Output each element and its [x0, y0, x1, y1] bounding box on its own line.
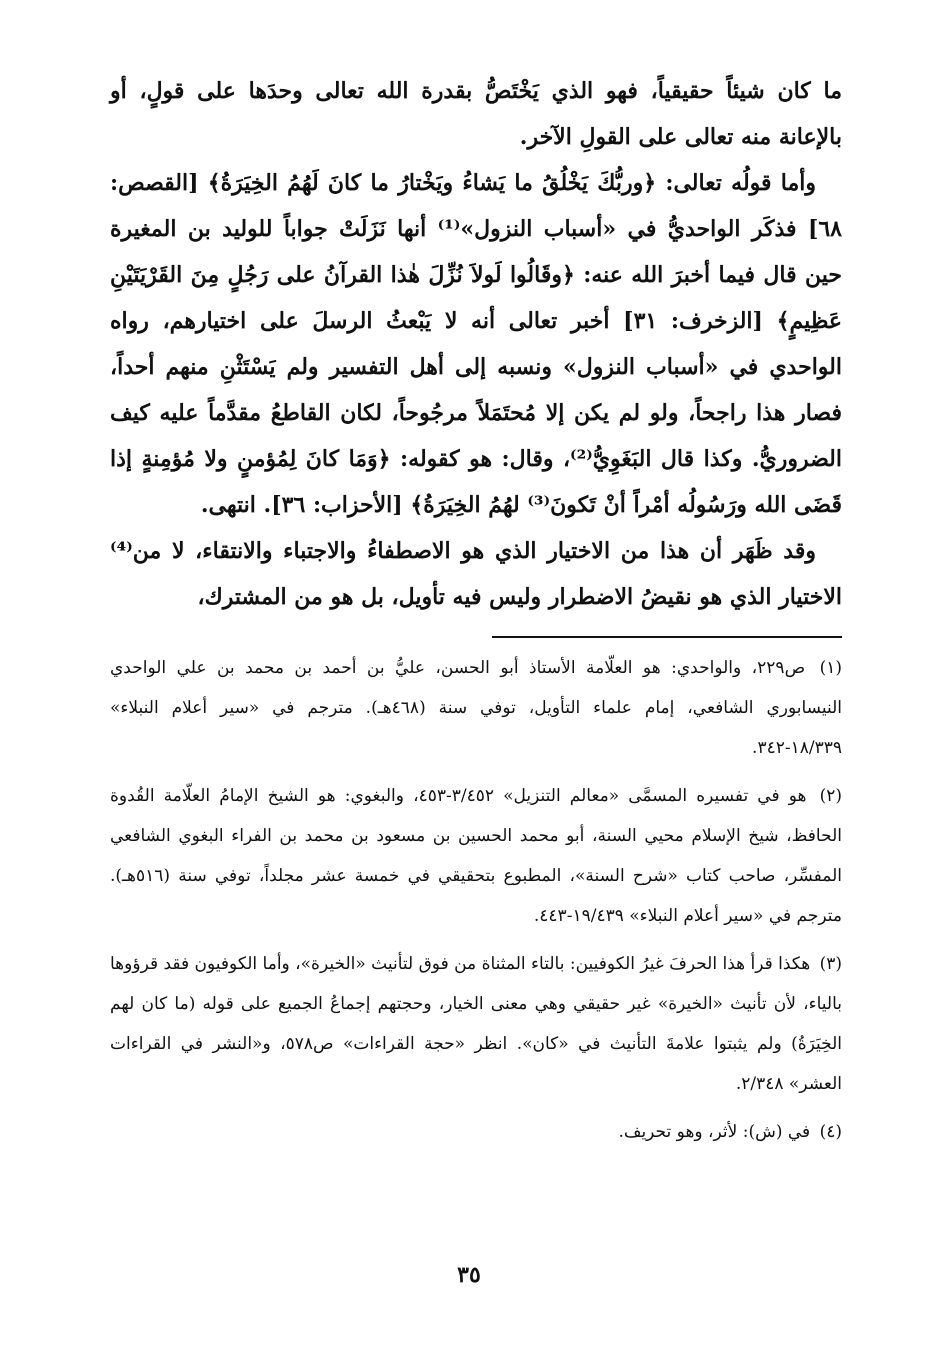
- footnote-text: هو في تفسيره المسمَّى «معالم التنزيل» ٣/٤٥٢-٤٥٣، والبغوي: هو الشيخ الإمامُ العلّامة القُدوة الحافظ، شيخ الإسلام محيي السنة، أبو محمد الحسين بن مسعود بن محمد بن الفراء البغوي الشافعي المفسِّر، صاحب كتاب «شرح السنة»، المطبوع بتحقيقي في خمسة عشر مجلداً، توفي سنة (٥١٦هـ). مترجم في «سير أعلام النبلاء» ١٩/٤٣٩-٤٤٣.: [110, 786, 842, 926]
- page-number: ٣٥: [457, 1262, 481, 1288]
- footnote-number: (٣): [819, 954, 842, 974]
- main-paragraph: ما كان شيئاً حقيقياً، فهو الذي يَخْتَصُّ بقدرة الله تعالى وحدَها على قولٍ، أو بالإعانة منه تعالى على القولِ الآخر.: [110, 78, 842, 150]
- page-body: [110, 68, 842, 1160]
- main-paragraph: وقد ظَهَر أن هذا من الاختيار الذي هو الاصطفاءُ والاجتباء والانتقاء، لا من⁽⁴⁾ الاختيار الذي هو نقيضُ الاضطرار وليس فيه تأويل، بل هو من المشترك،: [110, 538, 842, 610]
- footnote-separator: [492, 636, 842, 638]
- footnote: [110, 776, 842, 936]
- footnote: [110, 648, 842, 768]
- footnote-text: هكذا قرأ هذا الحرفَ غيرُ الكوفيين: بالتاء المثناة من فوق لتأنيث «الخيرة»، وأما الكوفيون فقد قرؤوها بالياء، لأن تأنيث «الخيرة» غير حقيقي وهي معنى الخيار، وحجتهم إجماعُ الجميع على قوله (ما كان لهم الخِيَرَةُ) ولم يثبتوا علامةَ التأنيث في «كان». انظر «حجة القراءات» ص٥٧٨، و«النشر في القراءات العشر» ٢/٣٤٨.: [110, 954, 842, 1094]
- footnote: [110, 944, 842, 1104]
- footnote-text: في (ش): لأثر، وهو تحريف.: [618, 1122, 811, 1142]
- footnote-number: (١): [819, 658, 842, 678]
- footnote-number: (٢): [819, 786, 842, 806]
- footnotes: [110, 648, 842, 1152]
- main-text: [110, 68, 842, 620]
- main-paragraph: وأما قولُه تعالى: ﴿وربُّكَ يَخْلُقُ ما يَشاءُ ويَخْتارُ ما كانَ لَهُمُ الخِيَرَةُ﴾ [القصص: ٦٨] فذكَر الواحديُّ في «أسباب النزول»⁽¹⁾ أنها نَزَلَتْ جواباً للوليد بن المغيرة حين قال فيما أخبرَ الله عنه: ﴿وقَالُوا لَولاَ نُزِّلَ هٰذا القرآنُ على رَجُلٍ مِنَ القَرْيَتَيْنِ عَظِيمٍ﴾ [الزخرف: ٣١] أخبر تعالى أنه لا يَبْعثُ الرسلَ على اختيارهم، رواه الواحدي في «أسباب النزول» ونسبه إلى أهل التفسير ولم يَسْتَثْنِ منهم أحداً، فصار هذا راجحاً، ولو لم يكن إلا مُحتَمَلاً مرجُوحاً، لكان القاطعُ مقدَّماً عليه كيف الضروريُّ. وكذا قال البَغَوِيُّ⁽²⁾، وقال: هو كقوله: ﴿وَمَا كانَ لِمُؤمنٍ ولا مُؤمِنةٍ إذا قَضَى الله ورَسُولُه أمْراً أنْ تَكونَ⁽³⁾ لهُمُ الخِيَرَةُ﴾ [الأحزاب: ٣٦]. انتهى.: [110, 170, 842, 518]
- footnote: [110, 1112, 842, 1152]
- footnote-number: (٤): [819, 1122, 842, 1142]
- footnote-text: ص٢٢٩، والواحدي: هو العلّامة الأستاذ أبو الحسن، عليُّ بن أحمد بن محمد بن علي الواحدي النيسابوري الشافعي، إمام علماء التأويل، توفي سنة (٤٦٨هـ). مترجم في «سير أعلام النبلاء» ١٨/٣٣٩-٣٤٢.: [110, 658, 842, 758]
